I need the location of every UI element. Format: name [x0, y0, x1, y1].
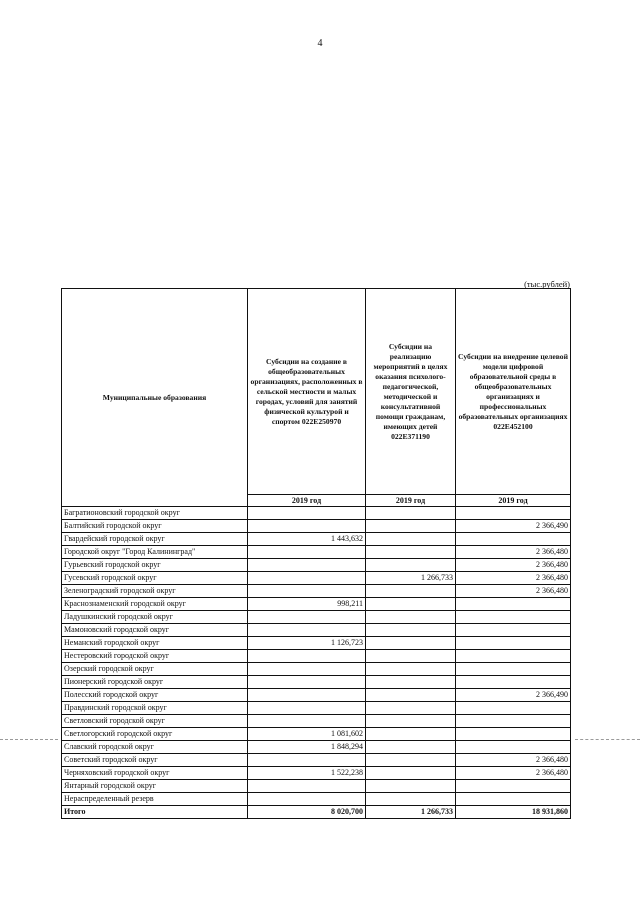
- value-cell: [248, 572, 366, 585]
- table-row: [62, 741, 571, 754]
- table-row: [62, 689, 571, 702]
- municipality-name: Советский городской округ: [62, 754, 248, 767]
- municipality-name: Неманский городской округ: [62, 637, 248, 650]
- value-cell: [248, 520, 366, 533]
- value-cell: [366, 546, 456, 559]
- value-cell: [366, 754, 456, 767]
- value-cell: 2 366,480: [456, 585, 571, 598]
- value-cell: 8 020,700: [248, 806, 366, 819]
- value-cell: [366, 650, 456, 663]
- page-number: 4: [317, 38, 323, 49]
- value-cell: 2 366,480: [456, 767, 571, 780]
- value-cell: [366, 663, 456, 676]
- value-cell: [366, 728, 456, 741]
- municipality-header: Муниципальные образования: [62, 289, 248, 507]
- value-cell: 18 931,860: [456, 806, 571, 819]
- value-cell: [366, 520, 456, 533]
- value-cell: [366, 637, 456, 650]
- value-cell: [456, 728, 571, 741]
- value-cell: [456, 507, 571, 520]
- municipality-name: Светлогорский городской округ: [62, 728, 248, 741]
- value-cell: 1 443,632: [248, 533, 366, 546]
- value-cell: 2 366,480: [456, 754, 571, 767]
- municipality-name: Правдинский городской округ: [62, 702, 248, 715]
- table-row: [62, 715, 571, 728]
- table-row: [62, 754, 571, 767]
- value-cell: 1 848,294: [248, 741, 366, 754]
- value-cell: [366, 741, 456, 754]
- year-header: 2019 год: [366, 495, 456, 507]
- municipality-name: Черняховский городской округ: [62, 767, 248, 780]
- units-label: (тыс.рублей): [524, 279, 570, 289]
- value-cell: [248, 663, 366, 676]
- municipality-name: Городской округ "Город Калининград": [62, 546, 248, 559]
- municipality-name: Балтийский городской округ: [62, 520, 248, 533]
- table-row: [62, 611, 571, 624]
- value-cell: [366, 793, 456, 806]
- value-cell: [366, 611, 456, 624]
- value-cell: [366, 533, 456, 546]
- scan-artifact-line-left: [0, 739, 58, 740]
- value-cell: [248, 611, 366, 624]
- value-cell: [248, 507, 366, 520]
- table-row: [62, 767, 571, 780]
- value-cell: [456, 650, 571, 663]
- municipality-name: Итого: [62, 806, 248, 819]
- year-header: 2019 год: [248, 495, 366, 507]
- value-cell: [366, 559, 456, 572]
- value-cell: [248, 689, 366, 702]
- value-cell: [366, 689, 456, 702]
- value-cell: [456, 793, 571, 806]
- municipality-name: Пионерский городской округ: [62, 676, 248, 689]
- total-row: [62, 806, 571, 819]
- value-cell: [248, 702, 366, 715]
- value-cell: [366, 676, 456, 689]
- municipality-name: Озерский городской округ: [62, 663, 248, 676]
- value-cell: 1 522,238: [248, 767, 366, 780]
- value-cell: 2 366,480: [456, 546, 571, 559]
- value-cell: [366, 715, 456, 728]
- value-cell: [456, 598, 571, 611]
- table-body: [62, 507, 571, 819]
- value-cell: [456, 780, 571, 793]
- value-cell: [248, 585, 366, 598]
- table-row: [62, 637, 571, 650]
- municipality-name: Зеленоградский городской округ: [62, 585, 248, 598]
- value-cell: [366, 780, 456, 793]
- year-header: 2019 год: [456, 495, 571, 507]
- municipality-name: Гусевский городской округ: [62, 572, 248, 585]
- value-cell: [456, 533, 571, 546]
- value-cell: 1 266,733: [366, 572, 456, 585]
- value-cell: [248, 559, 366, 572]
- table-row: [62, 780, 571, 793]
- municipality-name: Нераспределенный резерв: [62, 793, 248, 806]
- table-row: [62, 533, 571, 546]
- value-cell: [456, 715, 571, 728]
- value-cell: [248, 793, 366, 806]
- municipality-name: Мамоновский городской округ: [62, 624, 248, 637]
- municipality-name: Нестеровский городской округ: [62, 650, 248, 663]
- municipality-name: Гвардейский городской округ: [62, 533, 248, 546]
- column-header-sports: Субсидии на создание в общеобразовательных организациях, расположенных в сельской местности и малых городах, условий для занятий физической культурой и спортом 022Е250970: [248, 289, 366, 495]
- municipality-name: Багратионовский городской округ: [62, 507, 248, 520]
- value-cell: [248, 650, 366, 663]
- municipality-name: Полесский городской округ: [62, 689, 248, 702]
- scan-artifact-line-right: [575, 739, 640, 740]
- table-row: [62, 546, 571, 559]
- value-cell: [366, 598, 456, 611]
- table-row: [62, 572, 571, 585]
- value-cell: [366, 585, 456, 598]
- municipality-name: Светловский городской округ: [62, 715, 248, 728]
- value-cell: 998,211: [248, 598, 366, 611]
- value-cell: 1 081,602: [248, 728, 366, 741]
- value-cell: [366, 624, 456, 637]
- value-cell: [456, 663, 571, 676]
- value-cell: [456, 676, 571, 689]
- value-cell: [248, 676, 366, 689]
- table-row: [62, 624, 571, 637]
- table-header-row: [62, 289, 571, 495]
- table-row: [62, 793, 571, 806]
- table-row: [62, 676, 571, 689]
- table-row: [62, 728, 571, 741]
- value-cell: [456, 741, 571, 754]
- table-row: [62, 520, 571, 533]
- table-row: [62, 650, 571, 663]
- value-cell: 1 126,723: [248, 637, 366, 650]
- subsidy-table: [61, 288, 571, 819]
- table-row: [62, 507, 571, 520]
- municipality-name: Славский городской округ: [62, 741, 248, 754]
- value-cell: [248, 715, 366, 728]
- value-cell: [456, 702, 571, 715]
- value-cell: [456, 637, 571, 650]
- municipality-name: Янтарный городской округ: [62, 780, 248, 793]
- value-cell: [248, 546, 366, 559]
- value-cell: 2 366,480: [456, 559, 571, 572]
- value-cell: [366, 767, 456, 780]
- value-cell: 2 366,490: [456, 689, 571, 702]
- value-cell: [248, 780, 366, 793]
- value-cell: [248, 754, 366, 767]
- value-cell: [366, 507, 456, 520]
- municipality-name: Ладушкинский городской округ: [62, 611, 248, 624]
- column-header-psych-help: Субсидии на реализацию мероприятий в целях оказания психолого-педагогической, методической и консультативной помощи гражданам, имеющих детей 022Е371190: [366, 289, 456, 495]
- table-row: [62, 598, 571, 611]
- value-cell: [456, 624, 571, 637]
- value-cell: [456, 611, 571, 624]
- municipality-name: Краснознаменский городской округ: [62, 598, 248, 611]
- value-cell: 2 366,490: [456, 520, 571, 533]
- column-header-digital-env: Субсидии на внедрение целевой модели цифровой образовательной среды в общеобразовательных организациях и профессиональных образовательных организациях 022Е452100: [456, 289, 571, 495]
- table-row: [62, 663, 571, 676]
- table-row: [62, 702, 571, 715]
- value-cell: [248, 624, 366, 637]
- value-cell: 1 266,733: [366, 806, 456, 819]
- table-row: [62, 585, 571, 598]
- table-row: [62, 559, 571, 572]
- value-cell: [366, 702, 456, 715]
- municipality-name: Гурьевский городской округ: [62, 559, 248, 572]
- value-cell: 2 366,480: [456, 572, 571, 585]
